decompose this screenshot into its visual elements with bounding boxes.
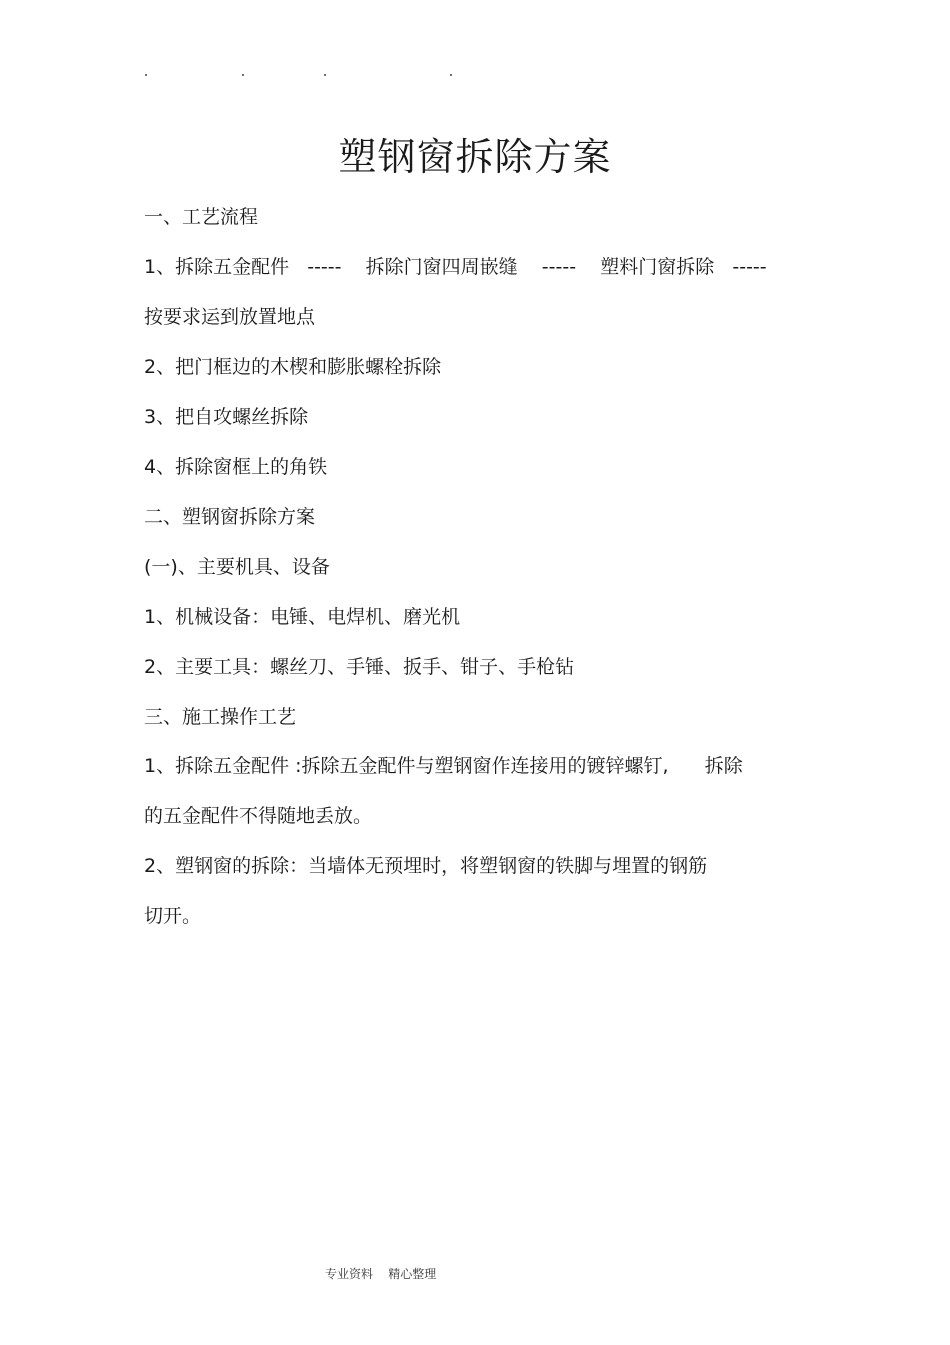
header-dot <box>324 74 326 76</box>
header-dot <box>450 74 452 76</box>
paragraph-line: 3、把自攻螺丝拆除 <box>144 406 309 428</box>
header-dot <box>145 74 147 76</box>
paragraph-line: 按要求运到放置地点 <box>144 306 316 328</box>
paragraph-line: 的五金配件不得随地丢放。 <box>144 805 373 827</box>
section-heading: 一、工艺流程 <box>144 206 259 228</box>
paragraph-line: 1、拆除五金配件 ----- 拆除门窗四周嵌缝 ----- 塑料门窗拆除 ----- <box>144 256 767 278</box>
paragraph-line: 2、把门框边的木楔和膨胀螺栓拆除 <box>144 356 442 378</box>
header-dot <box>242 74 244 76</box>
page-footer: 专业资料 精心整理 <box>325 1267 437 1281</box>
paragraph-line: 2、塑钢窗的拆除：当墙体无预埋时，将塑钢窗的铁脚与埋置的钢筋 <box>144 855 708 877</box>
document-title: 塑钢窗拆除方案 <box>338 135 612 179</box>
paragraph-line: 1、机械设备：电锤、电焊机、磨光机 <box>144 606 461 628</box>
section-heading: 二、塑钢窗拆除方案 <box>144 506 316 528</box>
paragraph-line: 1、拆除五金配件 :拆除五金配件与塑钢窗作连接用的镀锌螺钉, 拆除 <box>144 755 743 777</box>
paragraph-line: 2、主要工具：螺丝刀、手锤、扳手、钳子、手枪钻 <box>144 656 575 678</box>
section-heading: 三、施工操作工艺 <box>144 706 297 728</box>
subsection-heading: (一)、主要机具、设备 <box>144 556 330 578</box>
paragraph-line: 切开。 <box>144 905 202 927</box>
paragraph-line: 4、拆除窗框上的角铁 <box>144 456 328 478</box>
